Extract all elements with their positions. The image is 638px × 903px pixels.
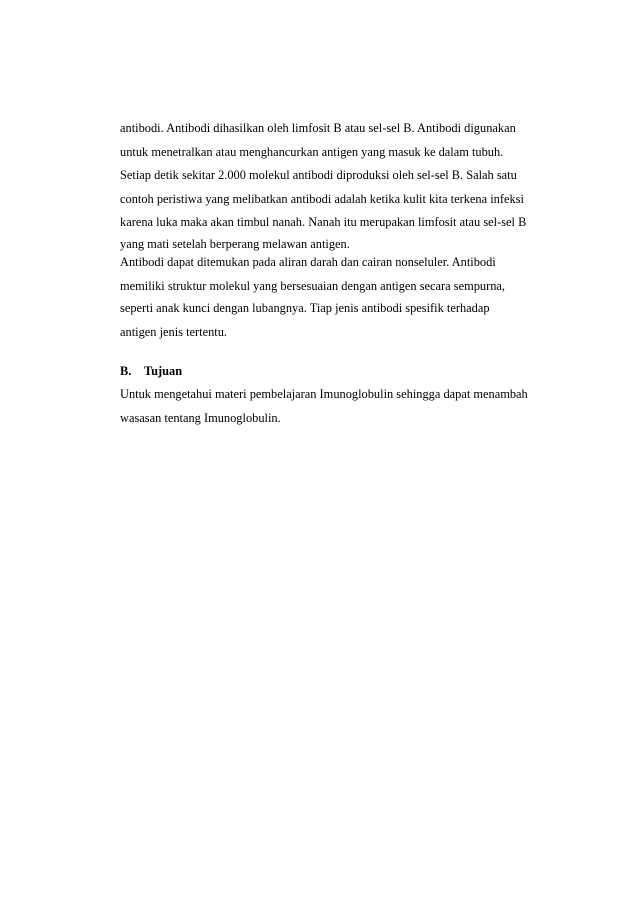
paragraph-line: untuk menetralkan atau menghancurkan antigen yang masuk ke dalam tubuh. <box>120 145 504 159</box>
section-number: B. <box>120 364 132 378</box>
paragraph-line: Untuk mengetahui materi pembelajaran Imunoglobulin sehingga dapat menambah <box>120 387 528 401</box>
paragraph-line: Setiap detik sekitar 2.000 molekul antibodi diproduksi oleh sel-sel B. Salah satu <box>120 168 517 182</box>
paragraph-line: memiliki struktur molekul yang bersesuaian dengan antigen secara sempurna, <box>120 279 506 293</box>
paragraph-line: wasasan tentang Imunoglobulin. <box>120 411 281 425</box>
paragraph-line: Antibodi dapat ditemukan pada aliran darah dan cairan nonseluler. Antibodi <box>120 255 496 269</box>
section-title: Tujuan <box>144 364 183 378</box>
paragraph-line: antibodi. Antibodi dihasilkan oleh limfosit B atau sel-sel B. Antibodi digunakan <box>120 121 516 135</box>
paragraph-line: karena luka maka akan timbul nanah. Nanah itu merupakan limfosit atau sel-sel B <box>120 215 527 229</box>
paragraph-line: antigen jenis tertentu. <box>120 325 228 339</box>
paragraph-line: yang mati setelah berperang melawan antigen. <box>120 237 350 251</box>
paragraph-line: seperti anak kunci dengan lubangnya. Tiap jenis antibodi spesifik terhadap <box>120 301 490 315</box>
paragraph-line: contoh peristiwa yang melibatkan antibodi adalah ketika kulit kita terkena infeksi <box>120 192 524 206</box>
section-heading <box>120 364 182 378</box>
